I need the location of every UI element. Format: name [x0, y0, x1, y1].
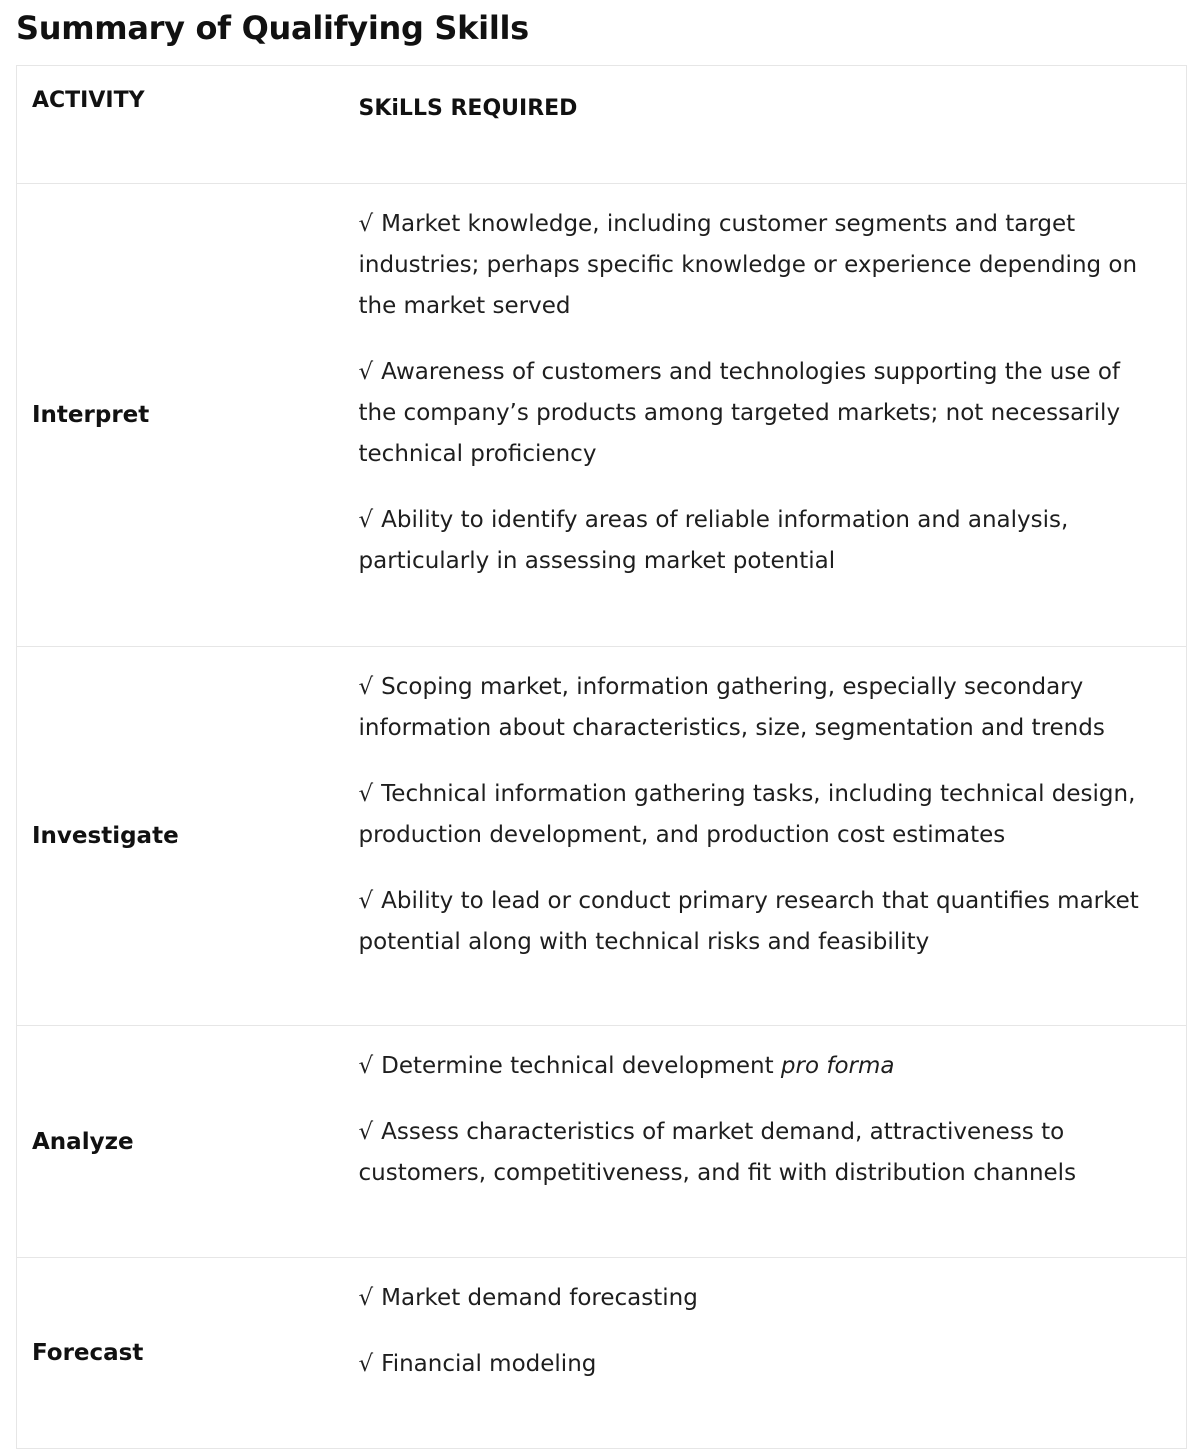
table-header-row [17, 66, 1187, 184]
skill-text: Assess characteristics of market demand, attractiveness to customers, competitiveness, and fit with distribution channels [358, 1119, 1077, 1186]
activity-label: Investigate [17, 647, 344, 1026]
skill-text: Determine technical development [381, 1053, 781, 1079]
skill-text: Awareness of customers and technologies supporting the use of the company’s products among targeted markets; not necessarily technical proficiency [358, 359, 1121, 467]
activity-label: Interpret [17, 184, 344, 647]
skill-text: Financial modeling [381, 1351, 597, 1377]
skill-item [359, 1112, 1165, 1194]
check-icon: √ [358, 1119, 374, 1145]
skills-list [344, 647, 1187, 1026]
skill-item [359, 500, 1165, 582]
page-title: Summary of Qualifying Skills [16, 9, 529, 47]
check-icon: √ [358, 359, 374, 385]
skill-text: Ability to lead or conduct primary research that quantifies market potential along with technical risks and feasibility [358, 888, 1139, 955]
skill-item [359, 1046, 1165, 1087]
skill-item [359, 774, 1165, 856]
check-icon: √ [358, 507, 374, 533]
skill-text: Market demand forecasting [381, 1285, 698, 1311]
skills-list [344, 1026, 1187, 1258]
skill-item [359, 1278, 1165, 1319]
skill-item [359, 881, 1165, 963]
skill-item [359, 1344, 1165, 1385]
activity-label: Forecast [17, 1258, 344, 1449]
check-icon: √ [358, 1351, 374, 1377]
skill-emphasis: pro forma [780, 1053, 895, 1079]
skill-text: Market knowledge, including customer segments and target industries; perhaps specific knowledge or experience depending on the market served [358, 211, 1138, 319]
skill-text: Technical information gathering tasks, including technical design, production development, and production cost estimates [358, 781, 1136, 848]
skill-text: Scoping market, information gathering, especially secondary information about characteristics, size, segmentation and trends [358, 674, 1105, 741]
activity-column-header: ACTIVITY [17, 66, 344, 184]
check-icon: √ [358, 211, 374, 237]
skill-item [359, 667, 1165, 749]
skills-list [344, 1258, 1187, 1449]
table-row-analyze [17, 1026, 1187, 1258]
skills-column-header: SKiLLS REQUIRED [344, 66, 1187, 184]
skill-item [359, 352, 1165, 475]
table-row-forecast [17, 1258, 1187, 1449]
skill-item [359, 204, 1165, 327]
check-icon: √ [358, 1053, 374, 1079]
skills-table [16, 65, 1187, 1449]
table-row-interpret [17, 184, 1187, 647]
check-icon: √ [358, 781, 374, 807]
skill-text: Ability to identify areas of reliable information and analysis, particularly in assessing market potential [358, 507, 1069, 574]
check-icon: √ [358, 888, 374, 914]
check-icon: √ [358, 1285, 374, 1311]
table-row-investigate [17, 647, 1187, 1026]
activity-label: Analyze [17, 1026, 344, 1258]
skills-list [344, 184, 1187, 647]
check-icon: √ [358, 674, 374, 700]
